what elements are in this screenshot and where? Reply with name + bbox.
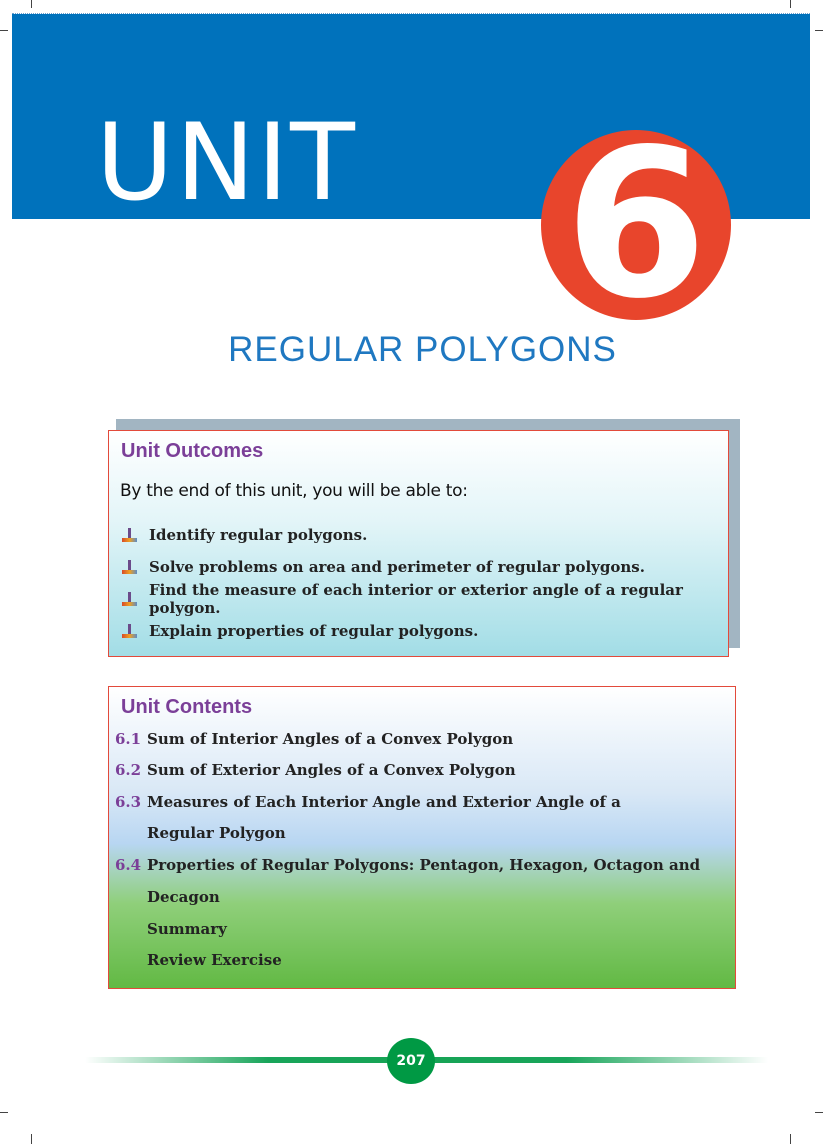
crop-mark [790,1134,791,1144]
section-title: Review Exercise [147,951,282,969]
section-number: 6.3 [115,793,142,811]
crop-mark [0,30,8,31]
list-item [122,583,728,615]
unit-word: UNIT [96,101,357,224]
outcome-text: Identify regular polygons. [149,526,368,544]
outcome-text: Solve problems on area and perimeter of regular polygons. [149,558,645,576]
section-number: 6.1 [115,730,142,748]
contents-heading: Unit Contents [121,696,253,718]
list-item [122,551,728,583]
chapter-title: REGULAR POLYGONS [228,330,617,369]
footer-rule-left [85,1057,390,1063]
arrow-bullet-icon [122,560,137,575]
arrow-bullet-icon [122,592,137,607]
arrow-bullet-icon [122,528,137,543]
crop-mark [31,0,32,8]
crop-mark [31,1134,32,1144]
unit-outcomes-box [108,430,729,657]
outcomes-heading: Unit Outcomes [121,440,264,462]
unit-number-badge [541,130,731,320]
unit-contents-box [108,686,736,989]
list-item [122,615,728,647]
crop-mark [0,1112,8,1113]
crop-mark [815,30,823,31]
list-item [122,519,728,551]
outcomes-intro: By the end of this unit, you will be able to: [120,481,468,501]
section-number: 6.4 [115,856,142,874]
arrow-bullet-icon [122,624,137,639]
outcome-text: Explain properties of regular polygons. [149,622,479,640]
section-title: Sum of Interior Angles of a Convex Polygon [147,730,514,748]
section-title: Measures of Each Interior Angle and Exterior Angle of a [147,793,621,811]
crop-mark [815,1112,823,1113]
section-number: 6.2 [115,761,142,779]
unit-number: 6 [564,130,708,320]
section-title: Regular Polygon [147,824,286,842]
section-title: Properties of Regular Polygons: Pentagon, Hexagon, Octagon and [147,856,701,874]
footer-rule-right [432,1057,768,1063]
section-title: Decagon [147,888,220,906]
section-title: Summary [147,920,227,938]
crop-mark [790,0,791,8]
outcomes-list [122,519,728,647]
page-number: 207 [387,1038,435,1084]
outcome-text: Find the measure of each interior or exterior angle of a regular polygon. [149,581,683,617]
section-title: Sum of Exterior Angles of a Convex Polygon [147,761,516,779]
